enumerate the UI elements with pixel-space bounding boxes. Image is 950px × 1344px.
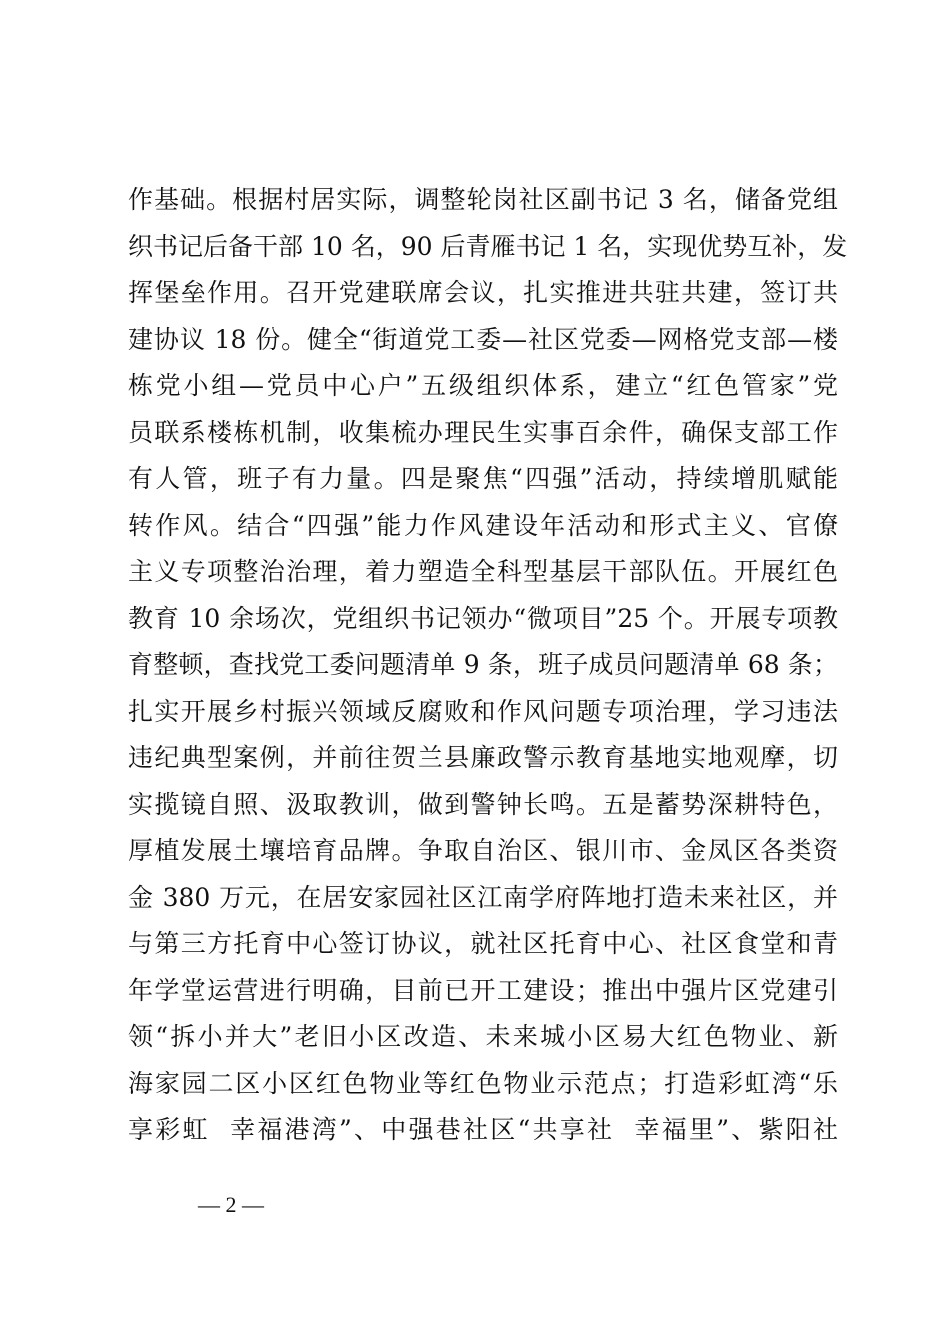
text-line: 与第三方托育中心签订协议，就社区托育中心、社区食堂和青 xyxy=(128,929,838,958)
text-line: 织书记后备干部 10 名，90 后青雁书记 1 名，实现优势互补，发 xyxy=(128,231,848,261)
text-line: 育整顿，查找党工委问题清单 9 条，班子成员问题清单 68 条； xyxy=(128,650,838,679)
page-number: — 2 — xyxy=(198,1192,264,1217)
text-line: 挥堡垒作用。召开党建联席会议，扎实推进共驻共建，签订共 xyxy=(128,278,838,307)
text-line: 海家园二区小区红色物业等红色物业示范点；打造彩虹湾“乐 xyxy=(128,1068,838,1098)
text-line: 实揽镜自照、汲取教训，做到警钟长鸣。五是蓄势深耕特色， xyxy=(128,789,838,819)
text-line: 年学堂运营进行明确，目前已开工建设；推出中强片区党建引 xyxy=(128,975,838,1005)
text-line: 员联系楼栋机制，收集梳办理民生实事百余件，确保支部工作 xyxy=(128,417,838,447)
text-line: 转作风。结合“四强”能力作风建设年活动和形式主义、官僚 xyxy=(128,510,838,540)
text-line: 领“拆小并大”老旧小区改造、未来城小区易大红色物业、新 xyxy=(128,1022,838,1051)
text-line: 栋党小组—党员中心户”五级组织体系，建立“红色管家”党 xyxy=(128,371,838,400)
text-line: 有人管，班子有力量。四是聚焦“四强”活动，持续增肌赋能 xyxy=(128,464,838,493)
text-line: 教育 10 余场次，党组织书记领办“微项目”25 个。开展专项教 xyxy=(128,603,838,633)
text-line: 厚植发展土壤培育品牌。争取自治区、银川市、金凤区各类资 xyxy=(128,836,838,865)
text-line: 主义专项整治治理，着力塑造全科型基层干部队伍。开展红色 xyxy=(128,557,838,586)
text-line: 金 380 万元，在居安家园社区江南学府阵地打造未来社区，并 xyxy=(128,882,838,912)
text-line: 享彩虹 幸福港湾”、中强巷社区“共享社 幸福里”、紫阳社 xyxy=(128,1115,838,1144)
text-line: 作基础。根据村居实际，调整轮岗社区副书记 3 名，储备党组 xyxy=(128,185,838,214)
text-line: 扎实开展乡村振兴领域反腐败和作风问题专项治理，学习违法 xyxy=(128,696,838,726)
body-paragraph xyxy=(128,177,848,1154)
text-line: 建协议 18 份。健全“街道党工委—社区党委—网格党支部—楼 xyxy=(128,324,838,354)
text-line: 违纪典型案例，并前往贺兰县廉政警示教育基地实地观摩，切 xyxy=(128,743,838,772)
